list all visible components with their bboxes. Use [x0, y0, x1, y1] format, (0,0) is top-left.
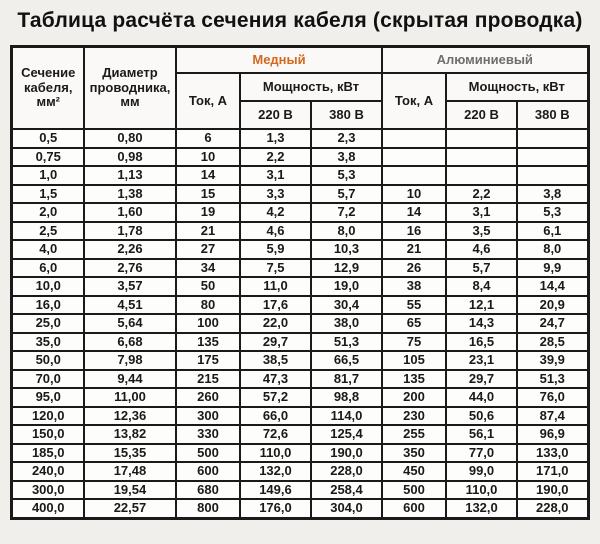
cell-aluminum-power-220: 4,6 [446, 240, 517, 259]
cell-section: 1,0 [12, 166, 84, 185]
cell-copper-current: 50 [176, 277, 240, 296]
cell-aluminum-power-380: 9,9 [517, 259, 588, 278]
cell-diameter: 2,26 [84, 240, 176, 259]
cell-aluminum-current [382, 166, 446, 185]
cell-copper-power-220: 1,3 [240, 129, 311, 148]
cell-diameter: 7,98 [84, 351, 176, 370]
cell-copper-power-380: 19,0 [311, 277, 382, 296]
cell-diameter: 5,64 [84, 314, 176, 333]
cell-aluminum-power-220: 29,7 [446, 370, 517, 389]
table-row [12, 481, 588, 500]
cell-diameter: 11,00 [84, 388, 176, 407]
cell-copper-power-380: 258,4 [311, 481, 382, 500]
cell-diameter: 19,54 [84, 481, 176, 500]
cell-section: 2,0 [12, 203, 84, 222]
cell-copper-power-220: 29,7 [240, 333, 311, 352]
cell-aluminum-power-220: 23,1 [446, 351, 517, 370]
table-row [12, 462, 588, 481]
cell-copper-power-380: 228,0 [311, 462, 382, 481]
cell-aluminum-power-220: 8,4 [446, 277, 517, 296]
cell-diameter: 0,80 [84, 129, 176, 148]
cell-diameter: 17,48 [84, 462, 176, 481]
cell-aluminum-power-220: 5,7 [446, 259, 517, 278]
cell-aluminum-power-380: 96,9 [517, 425, 588, 444]
table-row [12, 259, 588, 278]
header-cable-section: Сечение кабеля, мм² [12, 47, 84, 130]
header-group-copper: Медный [176, 47, 382, 74]
cell-section: 0,75 [12, 148, 84, 167]
cell-copper-current: 175 [176, 351, 240, 370]
cell-copper-power-220: 3,3 [240, 185, 311, 204]
cell-diameter: 1,13 [84, 166, 176, 185]
cell-aluminum-current: 14 [382, 203, 446, 222]
table-row [12, 222, 588, 241]
cell-copper-current: 10 [176, 148, 240, 167]
cell-copper-power-220: 66,0 [240, 407, 311, 426]
cell-copper-power-220: 72,6 [240, 425, 311, 444]
cell-aluminum-current: 21 [382, 240, 446, 259]
cell-aluminum-current: 200 [382, 388, 446, 407]
cell-copper-power-380: 66,5 [311, 351, 382, 370]
cell-copper-power-380: 5,7 [311, 185, 382, 204]
cell-diameter: 22,57 [84, 499, 176, 518]
cell-aluminum-current: 600 [382, 499, 446, 518]
cell-diameter: 15,35 [84, 444, 176, 463]
table-row [12, 166, 588, 185]
cell-diameter: 6,68 [84, 333, 176, 352]
table-row [12, 444, 588, 463]
cell-section: 35,0 [12, 333, 84, 352]
cell-copper-power-380: 38,0 [311, 314, 382, 333]
cell-section: 185,0 [12, 444, 84, 463]
cell-aluminum-power-220 [446, 148, 517, 167]
header-aluminum-380v: 380 В [517, 101, 588, 129]
table-row [12, 240, 588, 259]
header-conductor-diameter: Диаметр проводника, мм [84, 47, 176, 130]
cell-copper-current: 19 [176, 203, 240, 222]
cell-copper-current: 800 [176, 499, 240, 518]
cell-section: 400,0 [12, 499, 84, 518]
cell-section: 120,0 [12, 407, 84, 426]
cell-copper-power-220: 57,2 [240, 388, 311, 407]
cell-aluminum-power-380: 20,9 [517, 296, 588, 315]
cell-copper-current: 34 [176, 259, 240, 278]
cell-aluminum-power-380: 51,3 [517, 370, 588, 389]
page-title: Таблица расчёта сечения кабеля (скрытая проводка) [17, 9, 583, 32]
cell-aluminum-current: 105 [382, 351, 446, 370]
cell-aluminum-power-380: 39,9 [517, 351, 588, 370]
cell-aluminum-power-220: 3,1 [446, 203, 517, 222]
cell-copper-current: 80 [176, 296, 240, 315]
cell-copper-power-220: 149,6 [240, 481, 311, 500]
cell-copper-power-220: 110,0 [240, 444, 311, 463]
table-row [12, 185, 588, 204]
cell-section: 4,0 [12, 240, 84, 259]
cell-copper-power-380: 304,0 [311, 499, 382, 518]
cell-copper-power-380: 12,9 [311, 259, 382, 278]
cell-diameter: 0,98 [84, 148, 176, 167]
cell-copper-current: 21 [176, 222, 240, 241]
cell-section: 16,0 [12, 296, 84, 315]
cell-copper-power-220: 4,6 [240, 222, 311, 241]
cell-copper-power-380: 98,8 [311, 388, 382, 407]
cell-copper-power-220: 17,6 [240, 296, 311, 315]
cell-copper-power-220: 4,2 [240, 203, 311, 222]
cell-aluminum-current: 10 [382, 185, 446, 204]
cell-aluminum-power-220: 132,0 [446, 499, 517, 518]
cell-aluminum-power-380: 8,0 [517, 240, 588, 259]
cell-aluminum-power-220: 16,5 [446, 333, 517, 352]
cell-aluminum-power-380: 87,4 [517, 407, 588, 426]
cell-copper-current: 15 [176, 185, 240, 204]
header-aluminum-220v: 220 В [446, 101, 517, 129]
cell-copper-current: 27 [176, 240, 240, 259]
cell-copper-power-380: 3,8 [311, 148, 382, 167]
cell-diameter: 12,36 [84, 407, 176, 426]
cell-copper-power-380: 30,4 [311, 296, 382, 315]
cell-aluminum-power-380: 171,0 [517, 462, 588, 481]
cell-aluminum-power-380: 133,0 [517, 444, 588, 463]
cell-section: 0,5 [12, 129, 84, 148]
cell-aluminum-power-380: 5,3 [517, 203, 588, 222]
cell-aluminum-current [382, 148, 446, 167]
cell-aluminum-current: 75 [382, 333, 446, 352]
cell-aluminum-current: 26 [382, 259, 446, 278]
cell-aluminum-current: 16 [382, 222, 446, 241]
table-row [12, 296, 588, 315]
cell-copper-power-380: 10,3 [311, 240, 382, 259]
cell-copper-power-220: 3,1 [240, 166, 311, 185]
table-row [12, 425, 588, 444]
cell-aluminum-current: 230 [382, 407, 446, 426]
cell-diameter: 13,82 [84, 425, 176, 444]
cell-copper-power-220: 7,5 [240, 259, 311, 278]
cell-copper-current: 680 [176, 481, 240, 500]
cell-aluminum-power-220: 14,3 [446, 314, 517, 333]
cell-diameter: 2,76 [84, 259, 176, 278]
table-row [12, 129, 588, 148]
cell-aluminum-current [382, 129, 446, 148]
cell-aluminum-power-220 [446, 166, 517, 185]
cell-copper-power-220: 11,0 [240, 277, 311, 296]
cable-sizing-table [10, 45, 589, 520]
cell-copper-power-220: 2,2 [240, 148, 311, 167]
cell-aluminum-power-220: 12,1 [446, 296, 517, 315]
cell-section: 10,0 [12, 277, 84, 296]
table-row [12, 351, 588, 370]
cell-diameter: 3,57 [84, 277, 176, 296]
cell-aluminum-power-220: 44,0 [446, 388, 517, 407]
cell-copper-power-220: 47,3 [240, 370, 311, 389]
table-row [12, 277, 588, 296]
cell-aluminum-current: 500 [382, 481, 446, 500]
cell-diameter: 1,78 [84, 222, 176, 241]
cell-aluminum-current: 255 [382, 425, 446, 444]
cell-aluminum-power-380: 190,0 [517, 481, 588, 500]
header-row-groups [12, 47, 588, 74]
cell-section: 50,0 [12, 351, 84, 370]
cell-section: 240,0 [12, 462, 84, 481]
cell-section: 150,0 [12, 425, 84, 444]
cell-aluminum-current: 135 [382, 370, 446, 389]
cell-diameter: 1,38 [84, 185, 176, 204]
cell-section: 70,0 [12, 370, 84, 389]
cell-aluminum-power-380: 24,7 [517, 314, 588, 333]
cell-aluminum-power-220: 110,0 [446, 481, 517, 500]
header-copper-380v: 380 В [311, 101, 382, 129]
cell-section: 6,0 [12, 259, 84, 278]
cell-aluminum-power-220 [446, 129, 517, 148]
cell-aluminum-power-220: 99,0 [446, 462, 517, 481]
table-row [12, 407, 588, 426]
cell-aluminum-current: 65 [382, 314, 446, 333]
cell-copper-power-220: 22,0 [240, 314, 311, 333]
cell-copper-power-220: 38,5 [240, 351, 311, 370]
table-body [12, 129, 588, 518]
cell-copper-power-380: 190,0 [311, 444, 382, 463]
cell-copper-power-220: 132,0 [240, 462, 311, 481]
cell-section: 25,0 [12, 314, 84, 333]
cell-aluminum-power-380 [517, 148, 588, 167]
cell-copper-power-220: 5,9 [240, 240, 311, 259]
cell-copper-power-380: 2,3 [311, 129, 382, 148]
cell-aluminum-power-220: 50,6 [446, 407, 517, 426]
cell-copper-current: 260 [176, 388, 240, 407]
cell-aluminum-power-220: 3,5 [446, 222, 517, 241]
header-aluminum-current: Ток, А [382, 73, 446, 129]
cell-copper-power-380: 81,7 [311, 370, 382, 389]
cell-aluminum-power-380: 228,0 [517, 499, 588, 518]
cell-copper-current: 300 [176, 407, 240, 426]
cell-copper-current: 600 [176, 462, 240, 481]
table-row [12, 370, 588, 389]
cell-copper-power-380: 125,4 [311, 425, 382, 444]
cell-copper-current: 100 [176, 314, 240, 333]
cell-section: 95,0 [12, 388, 84, 407]
cell-aluminum-power-380: 6,1 [517, 222, 588, 241]
cell-diameter: 9,44 [84, 370, 176, 389]
cell-aluminum-power-380: 14,4 [517, 277, 588, 296]
cell-aluminum-current: 38 [382, 277, 446, 296]
cell-copper-current: 215 [176, 370, 240, 389]
cell-copper-current: 6 [176, 129, 240, 148]
header-copper-220v: 220 В [240, 101, 311, 129]
cell-diameter: 4,51 [84, 296, 176, 315]
table-row [12, 388, 588, 407]
cell-aluminum-power-380: 76,0 [517, 388, 588, 407]
header-group-aluminum: Алюминиевый [382, 47, 588, 74]
cell-copper-power-380: 51,3 [311, 333, 382, 352]
table-row [12, 499, 588, 518]
cell-aluminum-power-380: 28,5 [517, 333, 588, 352]
cell-copper-power-380: 114,0 [311, 407, 382, 426]
cell-aluminum-current: 450 [382, 462, 446, 481]
cell-aluminum-current: 55 [382, 296, 446, 315]
cell-aluminum-power-220: 56,1 [446, 425, 517, 444]
cell-diameter: 1,60 [84, 203, 176, 222]
cell-copper-power-380: 5,3 [311, 166, 382, 185]
cell-aluminum-power-380 [517, 166, 588, 185]
cell-copper-current: 135 [176, 333, 240, 352]
cell-copper-power-380: 7,2 [311, 203, 382, 222]
cell-copper-current: 14 [176, 166, 240, 185]
cell-section: 300,0 [12, 481, 84, 500]
cell-section: 2,5 [12, 222, 84, 241]
table-header [12, 47, 588, 130]
cell-aluminum-power-220: 77,0 [446, 444, 517, 463]
cell-copper-power-380: 8,0 [311, 222, 382, 241]
table-row [12, 333, 588, 352]
header-copper-power: Мощность, кВт [240, 73, 382, 101]
cell-aluminum-power-220: 2,2 [446, 185, 517, 204]
cell-copper-current: 500 [176, 444, 240, 463]
cell-aluminum-power-380: 3,8 [517, 185, 588, 204]
cell-copper-power-220: 176,0 [240, 499, 311, 518]
cell-copper-current: 330 [176, 425, 240, 444]
cell-aluminum-current: 350 [382, 444, 446, 463]
table-row [12, 203, 588, 222]
header-copper-current: Ток, А [176, 73, 240, 129]
cell-aluminum-power-380 [517, 129, 588, 148]
header-aluminum-power: Мощность, кВт [446, 73, 588, 101]
table-row [12, 148, 588, 167]
table-row [12, 314, 588, 333]
cell-section: 1,5 [12, 185, 84, 204]
